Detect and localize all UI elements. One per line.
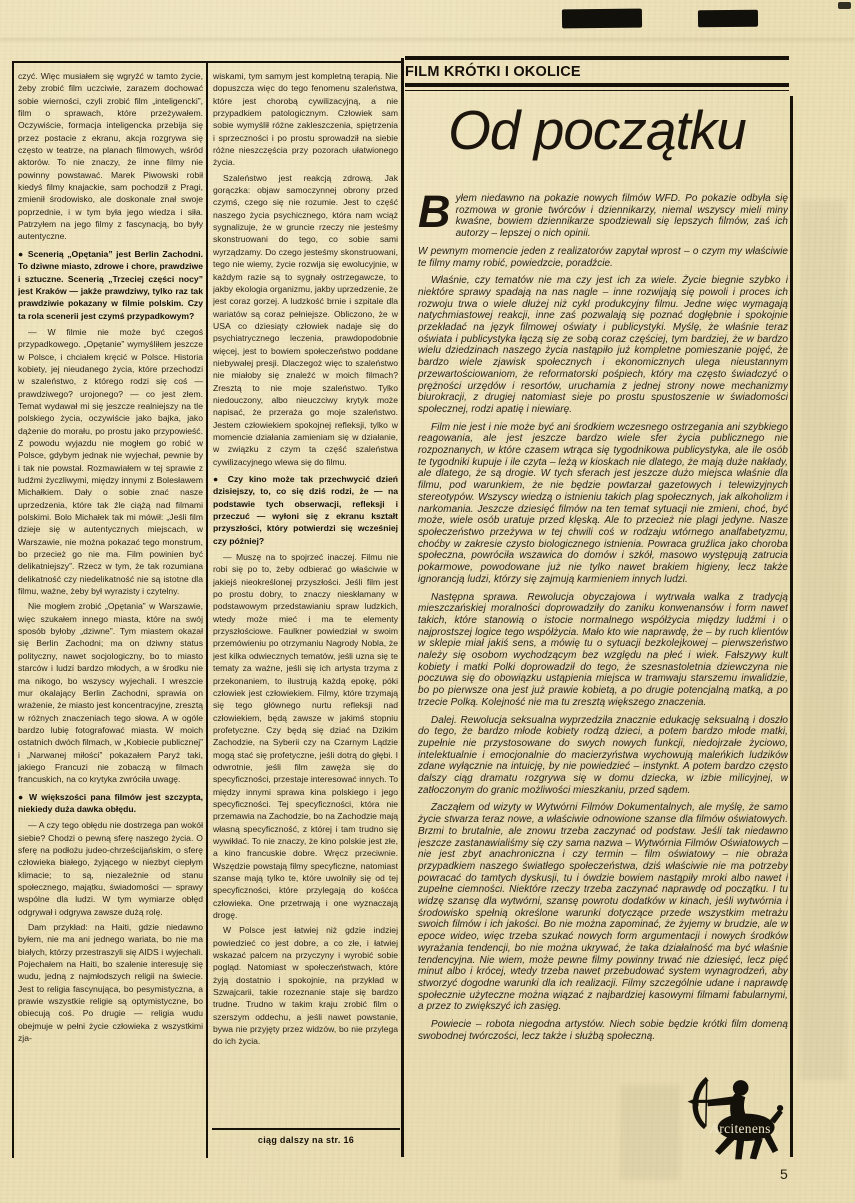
interview-question: ● Scenerią „Opętania” jest Berlin Zachodni. To dziwne miasto, zdrowe i chore, prawdziwe i sztuczne. Scenerią „Trzeciej części nocy” jest Kraków — jakże prawdziwy, tylko raz tak prawdziwie pokazany w filmie polskim. Czy ta rola scenerii jest czymś przypadkowym? xyxy=(18,248,203,321)
scan-artifact-bar xyxy=(698,10,758,28)
article-title: Od początku xyxy=(448,99,746,161)
scan-fold-line xyxy=(0,38,855,41)
paragraph: — Muszę na to spojrzeć inaczej. Filmu nie robi się po to, żeby odbierać go właściwie w jakiejś nieokreślonej przyszłości. Jeśli film jest po prostu dobry, to znaczy nieskłamany w podstawowym przedstawianiu spraw ludzkich, wtedy może mieć i ma te elementy przyszłościowe. Faulkner powiedział w swoim przemówieniu po otrzymaniu Nagrody Nobla, że jest kilka odwiecznych tematów, jeśli uzna się te tematy za ważne, jeśli się ich artysta trzyma z przekonaniem, to ilustrują każdą epokę, póki człowiek jest człowiekiem. Filmy, które trzymają się tego głównego nurtu refleksji nad człowiekiem, będą zawsze w jakimś stopniu profetyczne. Czy będą się dziać na Dzikim Zachodzie, na Syberii czy na Czarnym Lądzie mogą stać się profetyczne, jeśli dotrą do głębi. I odwrotnie, jeśli film zawęża się do specyficzności, przestaje interesować innych. To między innymi sprawa kina polskiego i jego specyficzności. Tej specyficzności, która nie przemawia na Zachodzie, bo na Zachodzie mają własną specyficzność, z której i tam trudno się wywikłać. To nie znaczy, że kino polskie jest złe, a kino francuskie dobre. Wręcz przeciwnie. Wszędzie powstają filmy specyficzne, natomiast szanse mają tylko te, które uwolniły się od tej specyficzności, które przylegają do kośćca człowieka. One przetrwają i one wyznaczają drogę. xyxy=(213,552,398,921)
paragraph: Zacząłem od wizyty w Wytwórni Filmów Dokumentalnych, ale myślę, że samo życie stwarza teraz nowe, a właściwie odnowione szanse dla filmów oświatowych. Brzmi to brutalnie, ale znowu trzeba zaczynać od podstaw. Jeśli tak niedawno jeszcze zastanawialiśmy się czy sama nazwa – Wytwórnia Filmów Oświatowych – nie jest zbyt anachroniczna i czy termin – film oświatowy – nie obraża przypadkiem naszego światłego społeczeństwa, dziś właściwie nie ma potrzeby powracać do tamtych dyskusji, tu i ówdzie bowiem nastąpiły mroki albo nawet i zupełne ciemności. Niektóre rzeczy trzeba zaczynać naprawdę od początku. I tu widzę szansę dla wytwórni, szansę powrotu dodatków w kinach, jeśli wytwórnia i środowisko spełnią określone warunki dotyczące przede wszystkim metrażu swoich filmów i ich jakości. Bo nie można zapominać, że żyjemy w brudzie, ale w epoce wideo, więc trzeba szukać nowych form argumentacji i nowych środków wyrażania tendencji, bo nie można ukrywać, że taka działalność ma być właśnie tendencyjna. Nie wiem, może pewne filmy powinny trwać nie dziesięć, lecz pięć minut albo i krócej, wtedy trzeba nawet przebudować system wynagrodzeń, aby stworzyć dogodne warunki dla ich realizacji. Filmy szczególnie udane i naprawdę społecznie użyteczne można wiązać z najbardziej kasowymi filmami fabularnymi, a przez to zwiększyć ich zasięg. xyxy=(418,802,788,1013)
paragraph: Właśnie, czy tematów nie ma czy jest ich za wiele. Życie biegnie szybko i niektóre sprawy spadają na nas nagle – inne rozwijają się powoli i proces ich rozwoju trwa o wiele dłużej niż cykl produkcyjny filmu. Jedne więc wymagają natychmiastowej reakcji, inne zaś pozwalają się poznać dogłębnie i spokojnie przekładać na język filmowej oświaty i publicystyki. Myślę, że właśnie teraz oświata i publicystyka łączą się ze sobą coraz częściej, tym bardziej, że w bardzo wielu dziedzinach naszego życia nastąpiło już kompletne pomieszanie pojęć, że bardzo wiele zjawisk społecznych i ekonomicznych ulega nieustannym przewartościowaniom, że reformatorski pośpiech, który ma często świadczyć o prężności urzędów i resortów, uruchamia z jednej strony nowe mechanizmy biurokracji, z drugiej natomiast sieje po prostu spustoszenie w świadomości społecznej, rodzi apatię i niewiarę. xyxy=(418,275,788,415)
paragraph: Byłem niedawno na pokazie nowych filmów WFD. Po pokazie odbyła się rozmowa w gronie twórców i dziennikarzy, niemal wszyscy mieli miny kwaśne, bowiem dziennikarze spodziewali się lepszych filmów, zaś ich autorzy – lepszej o nich opinii. xyxy=(418,193,788,240)
paragraph: Szaleństwo jest reakcją zdrową. Jak gorączka: objaw samoczynnej obrony przed czymś, czego się nie rozumie. Jest to część naszego życia psychicznego, która nam wciąż sygnalizuje, że w gruncie rzeczy nie jesteśmy skonstruowani do tego, co sobie sami wyrządzamy. Do czego jesteśmy skonstruowani, tego nie wiemy, życie rozwija się ewolucyjnie, w każdym razie są to sygnały ostrzegawcze, to jakby ekologia organizmu, jakby uprzedzenie, że jest coraz gorzej. A ludzkość brnie i szpitale dla wariatów są coraz pełniejsze. Obliczono, że w USA co dziesiąty człowiek nadaje się do psychiatrycznego leczenia, prawdopodobnie więcej, jest to bowiem społeczeństwo poddane niebywałej presji. Dlaczegoż więc to szaleństwo nie miałoby się znaleźć w moich filmach? Zresztą to nie moje szaleństwo. Tylko niedouczony, albo nieuczciwy krytyk może napisać, że przeraża go moje szaleństwo. Jestem człowiekiem spokojnej refleksji, tylko w momencie działania zamieniam się w działanie, w związku z czym ta część szaleństwa cywilizacyjnego wlewa się do filmu. xyxy=(213,172,398,467)
column-rule-middle xyxy=(206,62,208,1158)
paragraph: — W filmie nie może być czegoś przypadkowego. „Opętanie” wymyśliłem jeszcze w Polsce, i chciałem kręcić w Polsce. Historia kobiety, jej nieudanego życia, które przechodzi w szaleństwo, z którego rodzi się coś — prawdziwego? urojonego? — co jest złem. Temat wydawał mi się jeszcze realniejszy na tle polskiego życia, oczywiście jako bajka, jako dążenie do morału, po prostu jako przypowieść. Z powodu wyjazdu nie mogłem go robić w Polsce, gdybym jednak nie wyjechał, pewnie by i tak nie powstał. Rozmawiałem w tej sprawie z ludźmi życzliwymi, między innymi z Bolesławem Michałkiem. Dały o sobie znać nasze uprzedzenia, które tak źle ciążą nad filmami polskimi. Bolo Michałek tak mi mówił: „Jeśli film dzieje się w autentycznych miejscach, w Warszawie, nie można pokazać tego monstrum, bo przecież go nie ma. Film powinien być delikatniejszy”. Rzecz w tym, że tak rozumiana delikatność czy niedelikatność nie są istotne dla filmu, ważne, żeby był wyrazisty i czytelny. xyxy=(18,326,203,597)
interview-column-2 xyxy=(213,70,398,1122)
paragraph: Nie mogłem zrobić „Opętania” w Warszawie, więc szukałem innego miasta, które na swój sposób byłoby „dziwne”. Tym miastem okazał się Berlin Zachodni; ma on dziwny status polityczny, nawet socjologiczny, bo to miasto starców i ludzi bardzo młodych, a w środku nie ma nikogo, bo wszyscy wyjechali. I wreszcie mur okalający Berlin Zachodni, sprawia on wrażenie, że miasto jest koncentracyjne, zresztą w różnych znaczeniach tego słowa. A w ogóle bardzo lubię fotografować miasta. W moich ostatnich dwóch filmach, w „Kobiecie publicznej” i „Narwanej miłości” pokazałem Paryż taki, jakiego Francuzi nie zobaczą w filmach francuskich, na co krytyka zwróciła uwagę. xyxy=(18,601,203,785)
section-header xyxy=(405,56,789,81)
continued-on-note: ciąg dalszy na str. 16 xyxy=(257,1135,355,1145)
section-header-rule xyxy=(405,83,789,87)
dropcap: B xyxy=(418,193,451,237)
column-rule-left xyxy=(12,62,14,1158)
paragraph: Dam przykład: na Haiti, gdzie niedawno byłem, nie ma ani jednego wariata, bo nie ma białych, którzy przestraszyli się AIDS i wyjechali. Pojechałem na Haiti, bo szalenie interesuję się wudu, jedną z najmłodszych religii na świecie. Jest to religia fascynująca, bo pesymistyczna, a prawie wszystkie religie są optymistyczne, bo obiecują coś. Po drugie — religia wudu obejmuje w pełni życie człowieka z wszystkimi zja- xyxy=(18,922,203,1044)
section-box-right-rule xyxy=(790,96,793,1157)
continuation-rule xyxy=(212,1128,400,1130)
paragraph: — A czy tego obłędu nie dostrzega pan wokół siebie? Chodzi o pewną sferę naszego życia. O sferę na podłożu judeo-chrześcijańskim, o sferę człowieka białego, żyjącego w niezbyt ciepłym klimacie; to są, niezależnie od stanu społecznego, majątku, świadomości — sprawy wspólne dla ludzi. W tym wymiarze obłęd odgrywał i odgrywa zawsze dużą rolę. xyxy=(18,820,203,917)
print-bleed-through xyxy=(620,1085,680,1180)
interview-question: ● Czy kino może tak przechwycić dzień dzisiejszy, to, co się dziś rodzi, że — na podstawie tych obserwacji, refleksji i przeczuć — wyłoni się z ekranu kształt przyszłości, który potwierdzi się wcześniej czy później? xyxy=(213,474,398,546)
section-header-rule-thin xyxy=(405,90,789,91)
scan-artifact-bar xyxy=(562,9,642,29)
scan-artifact-mark xyxy=(838,2,851,9)
paragraph: W Polsce jest łatwiej niż gdzie indziej powiedzieć co jest dobre, a co złe, i łatwiej wskazać palcem na przyczyny i wyrobić sobie pogląd. Natomiast w społeczeństwach, które żyją dostatnio i spokojnie, na przykład w Szwajcarii, takie rozeznanie staje się bardzo trudne. Trudno w takim kraju zrobić film o szerszym oddechu, a jeśli nawet powstanie, bywa nie przyjęty przez widzów, bo nie przylega do ich życia. xyxy=(213,925,398,1047)
paragraph: Film nie jest i nie może być ani środkiem wczesnego ostrzegania ani szybkiego reagowania, ale jest jeszcze bardzo wiele sfer życia publicznego nie rozpoznanych, w które czasem wtrąca się tygodnikowa publicystyka, ale ile osób te tygodniki kupuje i ile czyta – leżą w kioskach nie dlatego, że mają duże nakłady, ale dlatego, że są drogie. W tych sferach jest jeszcze dużo miejsca właśnie dla filmu, pod warunkiem, że nie będzie powtarzał gazetowych i telewizyjnych stereotypów. Wszyscy wiedzą o istnieniu takich plag społecznych, jak alkoholizm i narkomania. Jeszcze dziesięć filmów na ten temat sytuacji nie zmieni, choć, być może, wiele osób uratuje przed klęską. Ale to przecież nie plagi jedyne. Nasze społeczeństwo przeżywa w tej chwili coś w rodzaju wtórnego analfabetyzmu, choćby w zakresie czysto biologicznego istnienia. Powraca gruźlica jako choroba społeczna, powróciła wszawica do domów i szkół, masowo występują zatrucia pokarmowe, powodowane już nie tylko nawet brakiem higieny, lecz także ignorancją ludzi, którzy się zajmują karmieniem innych ludzi. xyxy=(418,421,788,585)
interview-column-1 xyxy=(18,70,203,1158)
paragraph: Następna sprawa. Rewolucja obyczajowa i wytrwała walka z tradycją mieszczańskiej moralności doprowadziły do zaniku konwenansów i form nawet takich, które stanowią o istocie normalnego współżycia między ludźmi i o najprostszej logice tego współżycia. Mało kto wie naprawdę, że – by ruch klientów w sklepie miał jakiś sens, a mówię tu o sytuacji bezkolejkowej – pierwszeństwo należy się osobom wychodzącym bez względu na płeć i wiek. Fałszywy kult kobiety i matki Polki doprowadził do tego, że szesnastoletnia dziewczyna nie poczuwa się do obowiązku ustąpienia miejsca w tramwaju starszemu inwalidzie, bo po pierwsze ona jest już prawie kobietą, a po drugie potencjalną matką, a po trzecie Polką. Kolejność nie ma tu zresztą większego znaczenia. xyxy=(418,591,788,708)
article-top-rule xyxy=(12,61,404,63)
page-number: 5 xyxy=(780,1166,788,1182)
paragraph: W pewnym momencie jeden z realizatorów zapytał wprost – o czym my właściwie te filmy mamy robić, powiedzcie, poradźcie. xyxy=(418,245,788,269)
arcitenens-logo xyxy=(682,1074,792,1166)
sagittarius-archer-icon xyxy=(682,1074,792,1166)
paragraph: Powiecie – robota niegodna artystów. Niech sobie będzie krótki film domeną swobodnej twórczości, lecz także i służbą społeczną. xyxy=(418,1019,788,1042)
section-box-left-rule xyxy=(401,58,404,1157)
logo-label: Arcitenens xyxy=(709,1121,771,1136)
interview-question: ● W większości pana filmów jest szczypta, niekiedy duża dawka obłędu. xyxy=(18,791,203,814)
section-kicker: FILM KRÓTKI I OKOLICE xyxy=(405,64,581,80)
paragraph: czyć. Więc musiałem się wgryźć w tamto życie, żeby zrobić film uczciwie, zarazem dochować sobie wierności, czyli zrobić film „inteligencki”, film o sprawach, które przeżywałem. Oczywiście, formacja inteligencka przebija się przez postacie z ekranu, akcja rozgrywa się często w teatrze, na planach filmowych, wśród aktorów. To nie znaczy, że inne filmy nie powinny powstawać. Marek Piwowski robił kiedyś filmy knajackie, sam pochodził z Pragi, zmienił środowisko, ale doskonale znał swoje poprzednie, i w tym była jego wiedza i siła. Patrzyłem na jego filmy z fascynacją, bo były autentyczne. xyxy=(18,71,203,242)
print-bleed-through xyxy=(800,200,846,1080)
editorial-body xyxy=(418,193,788,1065)
paragraph: Dalej. Rewolucja seksualna wyprzedziła znacznie edukację seksualną i doszło do tego, że bardzo młode kobiety rodzą dzieci, a potem bardzo młode matki, zupełnie nie przystosowane do swych nowych funkcji, niedojrzałe życiowo, intelektualnie i emocjonalnie do macierzyństwa wychowują maleńkich ludzików zdane wyłącznie na intuicję, by nie powiedzieć – instynkt. A potem bardzo często dalszy ciąg dramatu rozgrywa się w domu dziecka, w izbie milicyjnej, w zatłoczonym do granic możliwości mieszkaniu, przed sądem. xyxy=(418,714,788,796)
paragraph: wiskami, tym samym jest kompletną terapią. Nie dopuszcza więc do tego fenomenu szaleństwa, które jest chorobą cywilizacyjną, a nie przypadkiem patologicznym. Człowiek sam sobie wymyślił różne zakleszczenia, spiętrzenia i sprzeczności i po prostu sprowadził na siebie różne nieszczęścia przy pozorach ułatwionego życia. xyxy=(213,71,398,168)
